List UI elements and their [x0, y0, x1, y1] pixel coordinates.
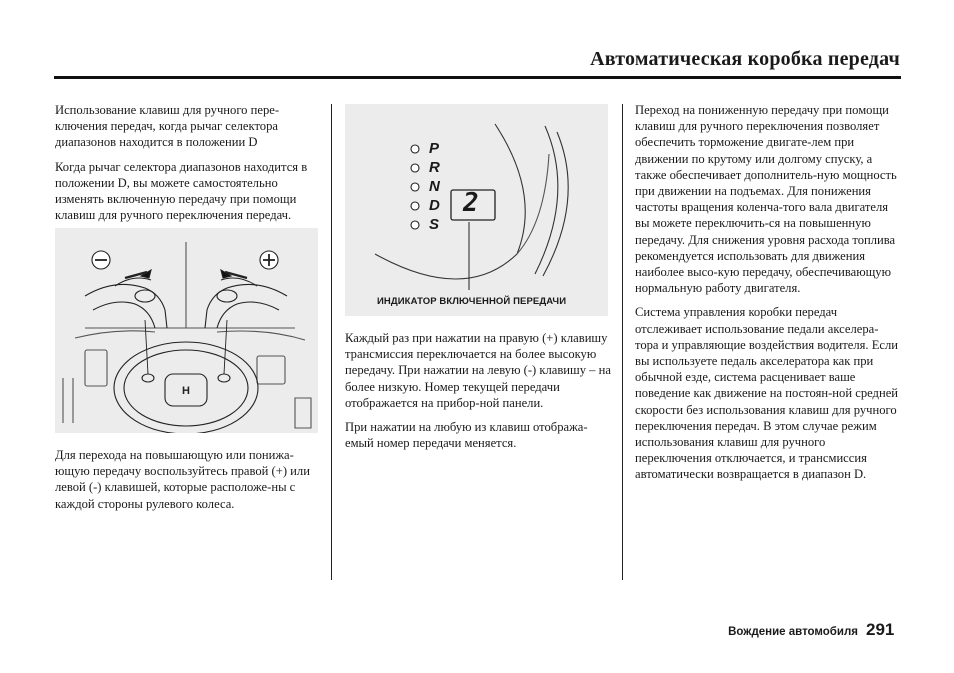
page-title: Автоматическая коробка передач — [590, 48, 900, 70]
gear-letter-p: P — [429, 140, 440, 157]
column-divider-left — [331, 104, 332, 580]
gear-letter-d: D — [429, 197, 440, 214]
middle-column-text — [345, 330, 611, 459]
right-paragraph-1: Переход на пониженную передачу при помощи клавиш для ручного переключения позволяет обеспечить торможение двигате-лем при движении по крутому или долгому спуску, а также обеспечивает дополнитель-ную мощность при движении на подъемах. Для понижения частоты вращения коленча-того вала двигателя вы можете переключить-ся на повышенную передачу. Для снижения уровня расхода топлива рекомендуется использовать для движения наиболее высо-кую передачу, обеспечивающую нормальную работу двигателя. — [635, 103, 897, 296]
gear-display-value: 2 — [463, 188, 479, 218]
right-column-text — [635, 102, 901, 491]
minus-icon — [92, 251, 110, 269]
page-number: 291 — [866, 620, 895, 639]
right-paragraph-2: Система управления коробки передач отслеживает использование педали акселера-тора и управляющие воздействия водителя. Если вы используете педаль акселератора как при обычной езде, система расценивает ваше поведение как движение на постоян-ной средней скорости без использования клавиш для ручного переключения передач. В этом случае режим использования клавиш для ручного переключения отключается, и трансмиссия автоматически возвращается в диапазон D. — [635, 305, 899, 482]
gear-indicator-illustration — [345, 104, 608, 316]
column-divider-right — [622, 104, 623, 580]
plus-icon — [260, 251, 278, 269]
svg-text:H: H — [182, 385, 190, 397]
gear-letter-s: S — [429, 216, 440, 233]
header-rule — [54, 76, 901, 79]
footer-section-title: Вождение автомобиля — [728, 626, 858, 638]
left-paragraph-2: Для перехода на повышающую или понижа-ющую передачу воспользуйтесь правой (+) или левой (-) клавишей, которые расположе-ны с каждой стороны рулевого колеса. — [55, 448, 310, 511]
section-heading: Использование клавиш для ручного пере- ключения передач, когда рычаг селектора диапазонов находится в положении D — [55, 103, 280, 150]
middle-paragraph-1: Каждый раз при нажатии на правую (+) клавишу трансмиссия переключается на более высокую передачу. При нажатии на левую (-) клавишу – на более низкую. Номер текущей передачи отображается на прибор-ной панели. — [345, 331, 611, 410]
left-column-top — [55, 102, 321, 231]
steering-wheel-illustration — [55, 228, 318, 433]
gear-letter-r: R — [429, 159, 440, 176]
left-paragraph-1: Когда рычаг селектора диапазонов находится в положении D, вы можете самостоятельно изменять включенную передачу при помощи клавиш для ручного переключения передач. — [55, 159, 308, 223]
gear-indicator-caption: ИНДИКАТОР ВКЛЮЧЕННОЙ ПЕРЕДАЧИ — [377, 296, 567, 307]
gear-letter-n: N — [429, 178, 440, 195]
middle-paragraph-2: При нажатии на любую из клавиш отобража-емый номер передачи меняется. — [345, 420, 588, 451]
left-column-bottom — [55, 447, 321, 520]
